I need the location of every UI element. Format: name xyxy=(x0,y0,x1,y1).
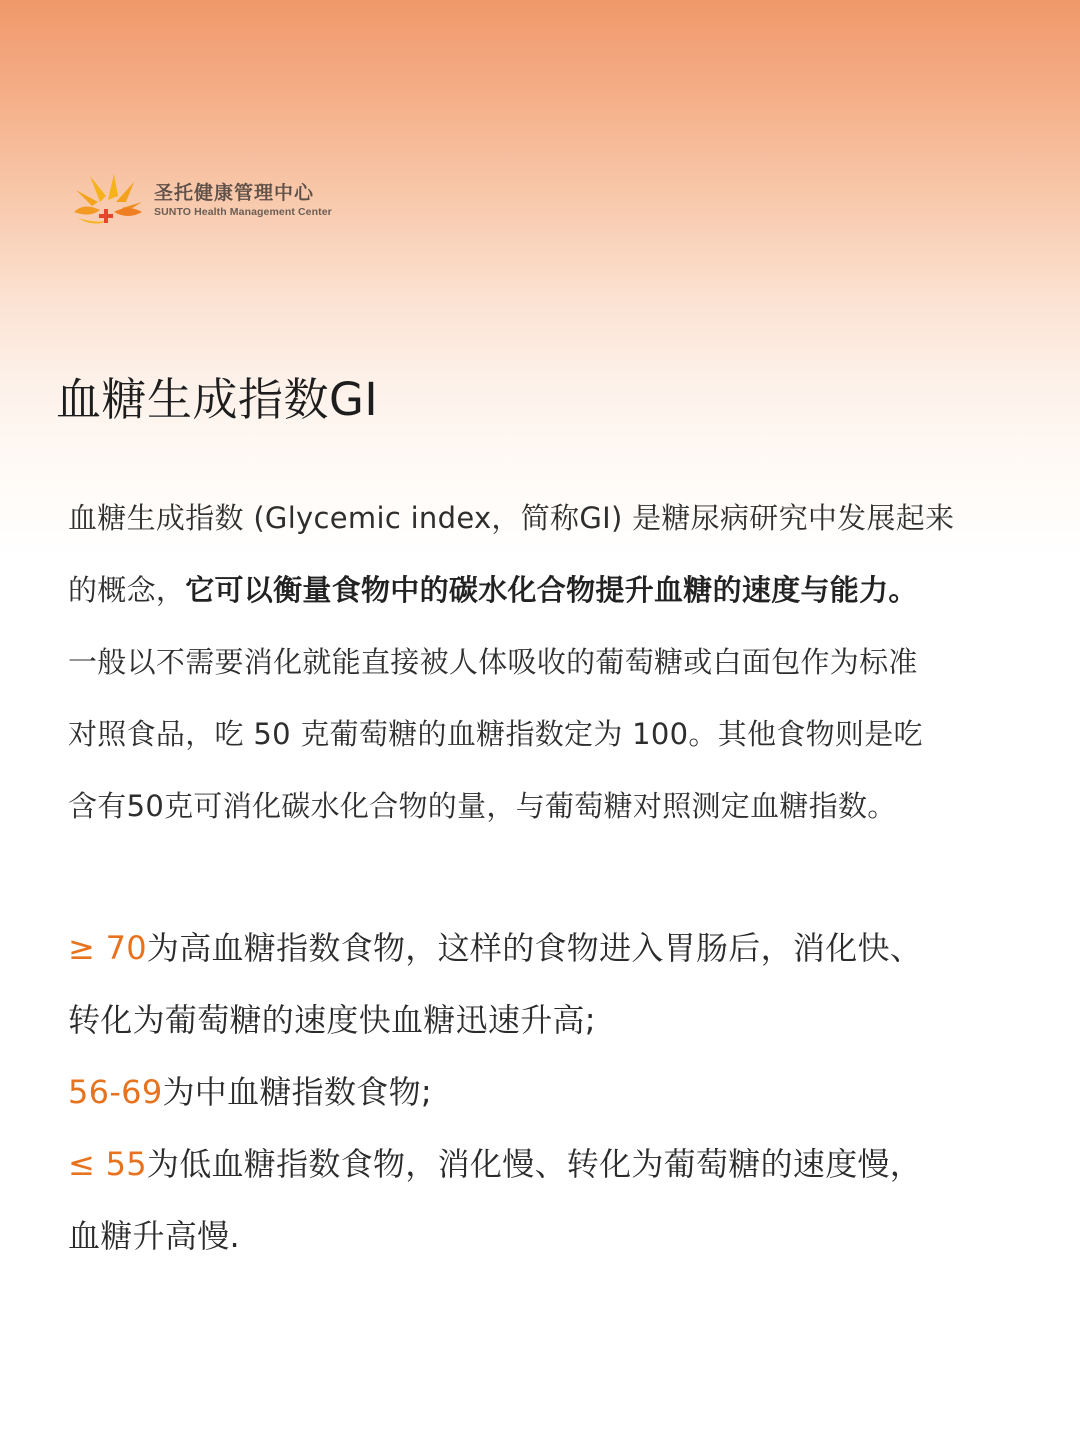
gi-ranges xyxy=(68,912,1028,1272)
intro-highlight: 它可以衡量食物中的碳水化合物提升血糖的速度与能力。 xyxy=(185,573,918,607)
range-high xyxy=(68,912,1028,984)
intro-line xyxy=(68,554,1028,626)
range-low-text: 为低血糖指数食物，消化慢、转化为葡萄糖的速度慢， xyxy=(146,1145,923,1183)
brand-logo xyxy=(70,172,332,228)
intro-line: 一般以不需要消化就能直接被人体吸收的葡萄糖或白面包作为标准 xyxy=(68,645,918,679)
intro-text: 的概念， xyxy=(68,573,186,607)
intro-paragraph xyxy=(68,482,1028,842)
sunto-sunburst-cross-logo-icon xyxy=(70,172,144,228)
range-mid xyxy=(68,1056,1028,1128)
range-mid-text: 为中血糖指数食物; xyxy=(162,1073,432,1111)
range-high-continued: 转化为葡萄糖的速度快血糖迅速升高; xyxy=(68,1001,596,1039)
range-mid-value: 56-69 xyxy=(68,1073,163,1111)
range-low-continued: 血糖升高慢. xyxy=(68,1217,240,1255)
page-title: 血糖生成指数GI xyxy=(56,373,379,426)
intro-line: 对照食品，吃 50 克葡萄糖的血糖指数定为 100。其他食物则是吃 xyxy=(68,717,923,751)
brand-name-cn: 圣托健康管理中心 xyxy=(154,182,315,204)
range-low xyxy=(68,1128,1028,1200)
range-high-text: 为高血糖指数食物，这样的食物进入胃肠后，消化快、 xyxy=(146,929,923,967)
range-low-value: ≤ 55 xyxy=(68,1145,147,1183)
intro-line: 含有50克可消化碳水化合物的量，与葡萄糖对照测定血糖指数。 xyxy=(68,789,897,823)
brand-name-en: SUNTO Health Management Center xyxy=(154,206,332,218)
intro-line: 血糖生成指数 (Glycemic index，简称GI) 是糖尿病研究中发展起来 xyxy=(68,501,955,535)
range-high-value: ≥ 70 xyxy=(68,929,147,967)
